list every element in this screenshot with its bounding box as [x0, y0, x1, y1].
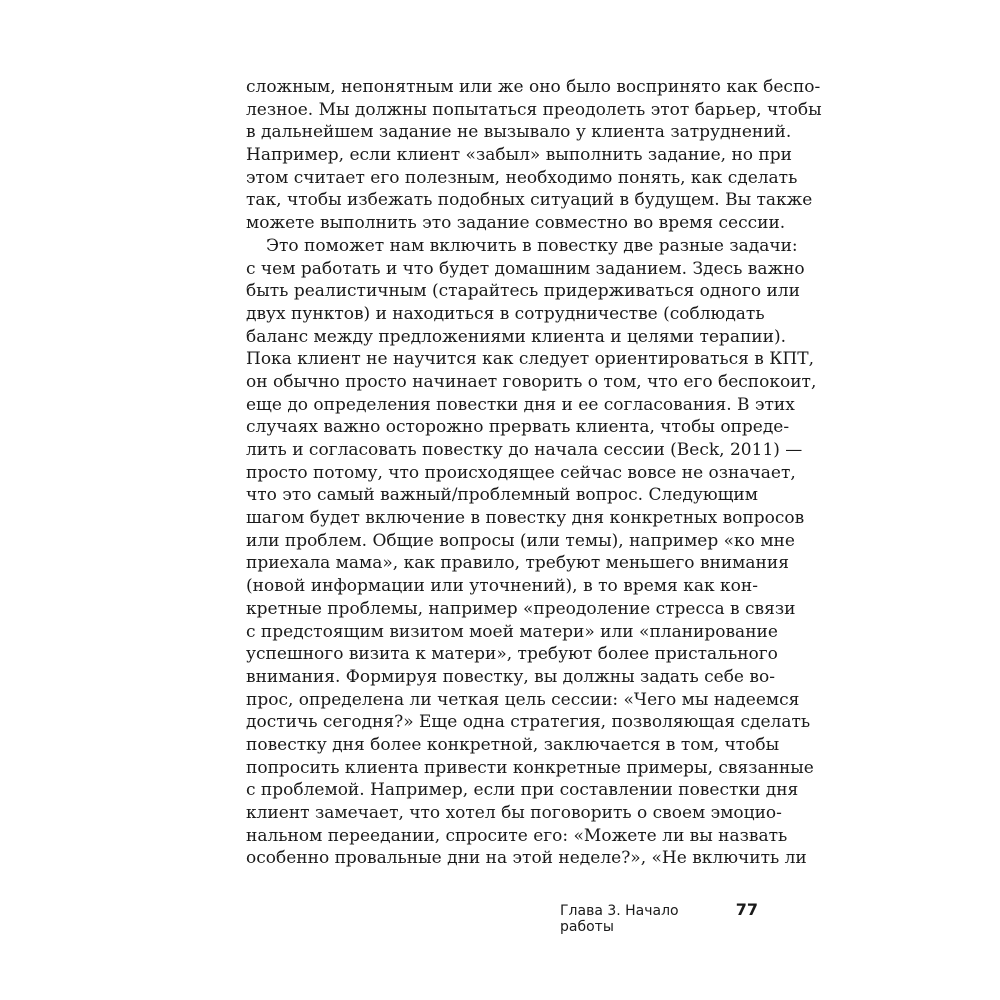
- text-line: еще до определения повестки дня и ее согласования. В этих: [246, 394, 795, 415]
- text-line: сложным, непонятным или же оно было воспринято как беспо-: [246, 77, 821, 97]
- text-line: (новой информации или уточнений), в то время как кон-: [246, 576, 758, 597]
- text-line: прос, определена ли четкая цель сессии: «Чего мы надеемся: [246, 689, 800, 710]
- text-line: можете выполнить это задание совместно во время сессии.: [246, 213, 786, 234]
- text-line: просто потому, что происходящее сейчас вовсе не означает,: [246, 462, 796, 483]
- text-line: он обычно просто начинает говорить о том, что его беспокоит,: [246, 371, 817, 392]
- text-line: что это самый важный/проблемный вопрос. Следующим: [246, 485, 758, 506]
- text-line: лезное. Мы должны попытаться преодолеть этот барьер, чтобы: [246, 99, 822, 120]
- text-line: Например, если клиент «забыл» выполнить задание, но при: [246, 145, 792, 166]
- text-line: шагом будет включение в повестку дня конкретных вопросов: [246, 508, 805, 529]
- text-line: внимания. Формируя повестку, вы должны задать себе во-: [246, 666, 775, 687]
- text-line: кретные проблемы, например «преодоление стресса в связи: [246, 598, 796, 619]
- page-number: 77: [735, 900, 758, 919]
- text-line: нальном переедании, спросите его: «Можете ли вы назвать: [246, 825, 788, 846]
- text-line: баланс между предложениями клиента и целями терапии).: [246, 326, 786, 347]
- paragraph-first-line: Это поможет нам включить в повестку две разные задачи:: [266, 235, 798, 256]
- text-line: приехала мама», как правило, требуют меньшего внимания: [246, 553, 789, 574]
- text-line: клиент замечает, что хотел бы поговорить о своем эмоцио-: [246, 803, 782, 823]
- text-line: с предстоящим визитом моей матери» или «планирование: [246, 621, 778, 642]
- text-line: с чем работать и что будет домашним заданием. Здесь важно: [246, 258, 805, 279]
- text-line: успешного визита к матери», требуют более пристального: [246, 644, 778, 665]
- running-head: Глава 3. Начало работы: [560, 903, 679, 935]
- text-line: достичь сегодня?» Еще одна стратегия, позволяющая сделать: [246, 712, 811, 733]
- text-line: случаях важно осторожно прервать клиента, чтобы опреде-: [246, 417, 790, 438]
- text-line: двух пунктов) и находиться в сотрудничестве (соблюдать: [246, 303, 765, 324]
- page-footer: [560, 900, 758, 935]
- text-line: так, чтобы избежать подобных ситуаций в будущем. Вы также: [246, 190, 813, 211]
- text-line: повестку дня более конкретной, заключается в том, чтобы: [246, 734, 780, 755]
- text-line: Пока клиент не научится как следует ориентироваться в КПТ,: [246, 349, 814, 370]
- text-line: этом считает его полезным, необходимо понять, как сделать: [246, 167, 798, 188]
- text-line: с проблемой. Например, если при составлении повестки дня: [246, 780, 799, 801]
- text-line: или проблем. Общие вопросы (или темы), например «ко мне: [246, 530, 795, 551]
- page-text: [246, 76, 822, 870]
- text-line: в дальнейшем задание не вызывало у клиента затруднений.: [246, 122, 792, 143]
- text-line: лить и согласовать повестку до начала сессии (Beck, 2011) —: [246, 440, 803, 460]
- text-line: попросить клиента привести конкретные примеры, связанные: [246, 757, 814, 778]
- text-line: особенно провальные дни на этой неделе?», «Не включить ли: [246, 848, 807, 869]
- text-line: быть реалистичным (старайтесь придерживаться одного или: [246, 281, 800, 302]
